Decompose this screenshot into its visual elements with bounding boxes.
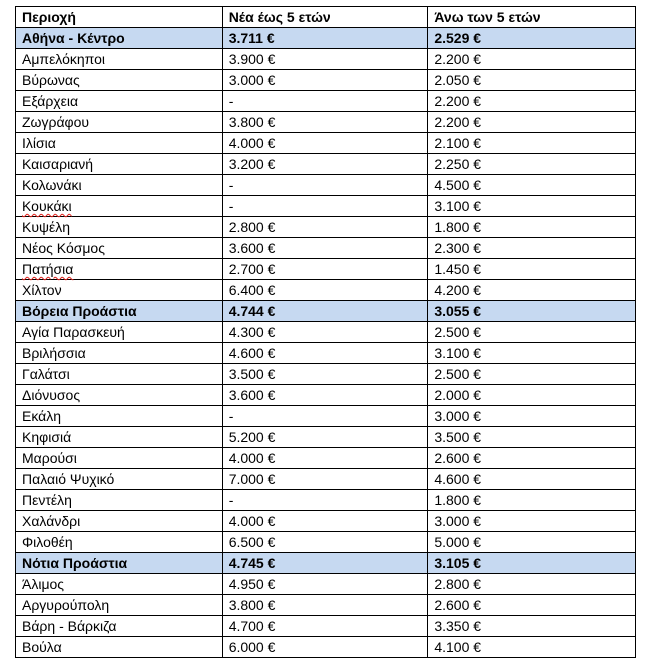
cell-new: 4.600 € [222, 343, 428, 364]
cell-area: Χίλτον [16, 280, 223, 301]
cell-new: 3.200 € [222, 154, 428, 175]
table-row [16, 217, 636, 238]
table-row [16, 448, 636, 469]
table-row [16, 637, 636, 658]
table-row [16, 490, 636, 511]
table-row [16, 70, 636, 91]
cell-old: 3.105 € [428, 553, 636, 574]
cell-old: 2.300 € [428, 238, 636, 259]
table-row [16, 616, 636, 637]
cell-old: 3.000 € [428, 511, 636, 532]
cell-new: - [222, 406, 428, 427]
table-row [16, 469, 636, 490]
cell-new: 2.700 € [222, 259, 428, 280]
cell-old: 2.500 € [428, 364, 636, 385]
cell-old: 2.800 € [428, 574, 636, 595]
cell-area: Ζωγράφου [16, 112, 223, 133]
cell-area: Νέος Κόσμος [16, 238, 223, 259]
cell-area: Βόρεια Προάστια [16, 301, 223, 322]
cell-old: 2.200 € [428, 49, 636, 70]
cell-area: Βριλήσσια [16, 343, 223, 364]
table-row [16, 280, 636, 301]
cell-area: Νότια Προάστια [16, 553, 223, 574]
cell-old: 3.100 € [428, 343, 636, 364]
cell-old: 3.100 € [428, 196, 636, 217]
table-row [16, 175, 636, 196]
table-row [16, 133, 636, 154]
table-row [16, 196, 636, 217]
table-row [16, 322, 636, 343]
cell-new: 7.000 € [222, 469, 428, 490]
cell-area: Κολωνάκι [16, 175, 223, 196]
cell-old: 3.000 € [428, 406, 636, 427]
cell-new: 4.000 € [222, 511, 428, 532]
cell-old: 2.600 € [428, 595, 636, 616]
cell-new: 4.745 € [222, 553, 428, 574]
cell-area: Γαλάτσι [16, 364, 223, 385]
cell-old: 4.100 € [428, 637, 636, 658]
cell-new: 6.500 € [222, 532, 428, 553]
cell-old: 2.100 € [428, 133, 636, 154]
cell-new: 4.950 € [222, 574, 428, 595]
cell-area: Βύρωνας [16, 70, 223, 91]
cell-new: 2.800 € [222, 217, 428, 238]
cell-area: Αργυρούπολη [16, 595, 223, 616]
cell-area: Εξάρχεια [16, 91, 223, 112]
cell-new: - [222, 175, 428, 196]
cell-old: 2.600 € [428, 448, 636, 469]
cell-old: 4.500 € [428, 175, 636, 196]
cell-area [16, 196, 223, 217]
table-row [16, 406, 636, 427]
cell-area: Άλιμος [16, 574, 223, 595]
header-row [16, 7, 636, 28]
cell-old: 4.600 € [428, 469, 636, 490]
cell-old: 2.200 € [428, 91, 636, 112]
header-area: Περιοχή [16, 7, 223, 28]
cell-area: Αμπελόκηποι [16, 49, 223, 70]
cell-new: - [222, 91, 428, 112]
table-row [16, 511, 636, 532]
cell-new: 4.000 € [222, 133, 428, 154]
table-row [16, 574, 636, 595]
cell-new: - [222, 196, 428, 217]
group-row [16, 301, 636, 322]
cell-area: Φιλοθέη [16, 532, 223, 553]
cell-old: 1.800 € [428, 217, 636, 238]
table-row [16, 364, 636, 385]
cell-new: 3.000 € [222, 70, 428, 91]
cell-new: 3.600 € [222, 238, 428, 259]
table-row [16, 532, 636, 553]
cell-new: 3.500 € [222, 364, 428, 385]
cell-old: 2.200 € [428, 112, 636, 133]
header-old: Άνω των 5 ετών [428, 7, 636, 28]
table-row [16, 154, 636, 175]
cell-area [16, 259, 223, 280]
cell-new: 3.800 € [222, 112, 428, 133]
cell-old: 2.050 € [428, 70, 636, 91]
cell-new: 3.900 € [222, 49, 428, 70]
table-row [16, 259, 636, 280]
cell-area: Κυψέλη [16, 217, 223, 238]
table-row [16, 238, 636, 259]
cell-new: 5.200 € [222, 427, 428, 448]
table-row [16, 385, 636, 406]
cell-old: 2.500 € [428, 322, 636, 343]
cell-old: 3.055 € [428, 301, 636, 322]
cell-old: 3.500 € [428, 427, 636, 448]
cell-area: Διόνυσος [16, 385, 223, 406]
cell-new: 4.700 € [222, 616, 428, 637]
table-row [16, 49, 636, 70]
table-row [16, 112, 636, 133]
cell-area: Χαλάνδρι [16, 511, 223, 532]
cell-new: 4.744 € [222, 301, 428, 322]
cell-area: Ιλίσια [16, 133, 223, 154]
group-row [16, 553, 636, 574]
header-new: Νέα έως 5 ετών [222, 7, 428, 28]
cell-area: Αθήνα - Κέντρο [16, 28, 223, 49]
table-row [16, 595, 636, 616]
cell-new: 6.400 € [222, 280, 428, 301]
group-row [16, 28, 636, 49]
cell-old: 4.200 € [428, 280, 636, 301]
table-row [16, 91, 636, 112]
cell-old: 1.450 € [428, 259, 636, 280]
cell-area: Εκάλη [16, 406, 223, 427]
cell-new: 4.000 € [222, 448, 428, 469]
area-label: Πατήσια [22, 261, 74, 277]
cell-area: Βούλα [16, 637, 223, 658]
cell-new: 4.300 € [222, 322, 428, 343]
cell-old: 1.800 € [428, 490, 636, 511]
price-table [15, 6, 636, 658]
cell-new: 3.600 € [222, 385, 428, 406]
cell-area: Παλαιό Ψυχικό [16, 469, 223, 490]
cell-new: 3.800 € [222, 595, 428, 616]
cell-new: - [222, 490, 428, 511]
cell-area: Πεντέλη [16, 490, 223, 511]
cell-area: Καισαριανή [16, 154, 223, 175]
cell-new: 6.000 € [222, 637, 428, 658]
cell-old: 2.000 € [428, 385, 636, 406]
cell-old: 5.000 € [428, 532, 636, 553]
cell-area: Βάρη - Βάρκιζα [16, 616, 223, 637]
cell-area: Μαρούσι [16, 448, 223, 469]
table-row [16, 343, 636, 364]
cell-old: 3.350 € [428, 616, 636, 637]
cell-old: 2.250 € [428, 154, 636, 175]
cell-area: Κηφισιά [16, 427, 223, 448]
cell-new: 3.711 € [222, 28, 428, 49]
area-label: Κουκάκι [22, 198, 72, 214]
table-row [16, 427, 636, 448]
cell-old: 2.529 € [428, 28, 636, 49]
cell-area: Αγία Παρασκευή [16, 322, 223, 343]
